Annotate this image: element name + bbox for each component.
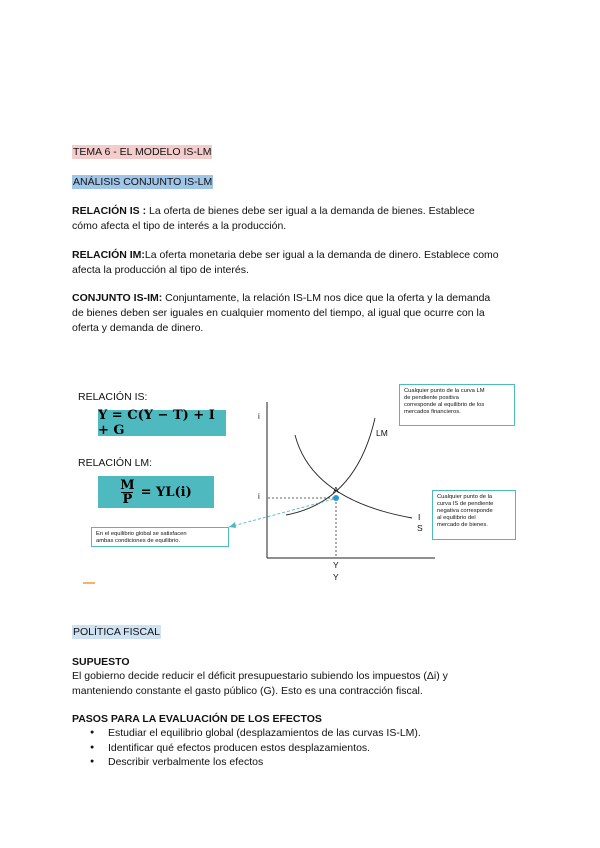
analisis-title: ANÁLISIS CONJUNTO IS-LM bbox=[73, 176, 213, 188]
list-item: ● Identificar qué efectos producen estos desplazamientos. bbox=[72, 741, 552, 756]
lm-formula-denominator: P bbox=[122, 491, 133, 507]
relacion-is-label: RELACIÓN IS : bbox=[72, 205, 147, 217]
axis-i-top-label: i bbox=[258, 412, 260, 421]
relacion-lm-label: RELACIÓN IM: bbox=[72, 249, 145, 261]
relacion-is-paragraph: RELACIÓN IS : La oferta de bienes debe ser igual a la demanda de bienes. Establece cómo afecta el tipo de interés a la producción. bbox=[72, 205, 475, 232]
figure-relacion-is-label: RELACIÓN IS: bbox=[78, 391, 148, 403]
is-curve bbox=[295, 435, 412, 518]
note-lm: Cualquier punto de la curva LM de pendiente positiva corresponde al equilibrio de los mercados financieros. bbox=[399, 384, 515, 426]
lm-formula-rhs: = YL(i) bbox=[140, 484, 192, 500]
conjunto-paragraph: CONJUNTO IS-IM: Conjuntamente, la relación IS-LM nos dice que la oferta y la demanda de bienes deben ser iguales en cualquier momento del tiempo, al igual que ocurre con la oferta y demanda de dinero. bbox=[72, 292, 491, 334]
note-equilibrium: En el equilibrio global se satisfacen ambas condiciones de equilibrio. bbox=[91, 527, 229, 547]
is-formula: Y = C(Y − T) + I + G bbox=[98, 410, 226, 436]
pasos-list bbox=[72, 726, 552, 770]
conjunto-label: CONJUNTO IS-IM: bbox=[72, 292, 163, 304]
is-curve-label-i: I bbox=[418, 512, 421, 522]
axis-y-label-1: Y bbox=[333, 560, 339, 570]
supuesto-label: SUPUESTO bbox=[72, 656, 130, 668]
relacion-lm-paragraph: RELACIÓN IM:La oferta monetaria debe ser igual a la demanda de dinero. Establece como afecta la producción al tipo de interés. bbox=[72, 249, 499, 276]
lm-formula-numerator: M bbox=[120, 477, 135, 493]
axis-y-label-2: Y bbox=[333, 572, 339, 582]
figure-relacion-lm-label: RELACIÓN LM: bbox=[78, 457, 153, 469]
equilibrium-point-a bbox=[333, 495, 339, 501]
pasos-label: PASOS PARA LA EVALUACIÓN DE LOS EFECTOS bbox=[72, 713, 322, 725]
lm-curve bbox=[286, 418, 375, 515]
point-a-label: A bbox=[333, 485, 339, 495]
is-curve-label-s: S bbox=[417, 523, 423, 533]
list-item: ● Describir verbalmente los efectos bbox=[72, 755, 552, 770]
supuesto-paragraph: El gobierno decide reducir el déficit presupuestario subiendo los impuestos (Δi) y manteniendo constante el gasto público (G). Esto es una contracción fiscal. bbox=[72, 670, 448, 697]
tema-title: TEMA 6 - EL MODELO IS-LM bbox=[73, 146, 212, 158]
axis-i-equilibrium-label: i bbox=[258, 492, 260, 501]
equilibrium-pointer bbox=[229, 499, 334, 527]
list-item: ● Estudiar el equilibrio global (desplazamientos de las curvas IS-LM). bbox=[72, 726, 552, 741]
lm-curve-label: LM bbox=[376, 428, 388, 438]
decorative-mark bbox=[83, 582, 95, 584]
equilibrium-pointer-arrowhead bbox=[229, 522, 236, 528]
politica-fiscal-title: POLÍTICA FISCAL bbox=[73, 626, 160, 638]
note-is: Cualquier punto de la curva IS de pendiente negativa corresponde al equilibrio del mercado de bienes. bbox=[432, 490, 516, 540]
